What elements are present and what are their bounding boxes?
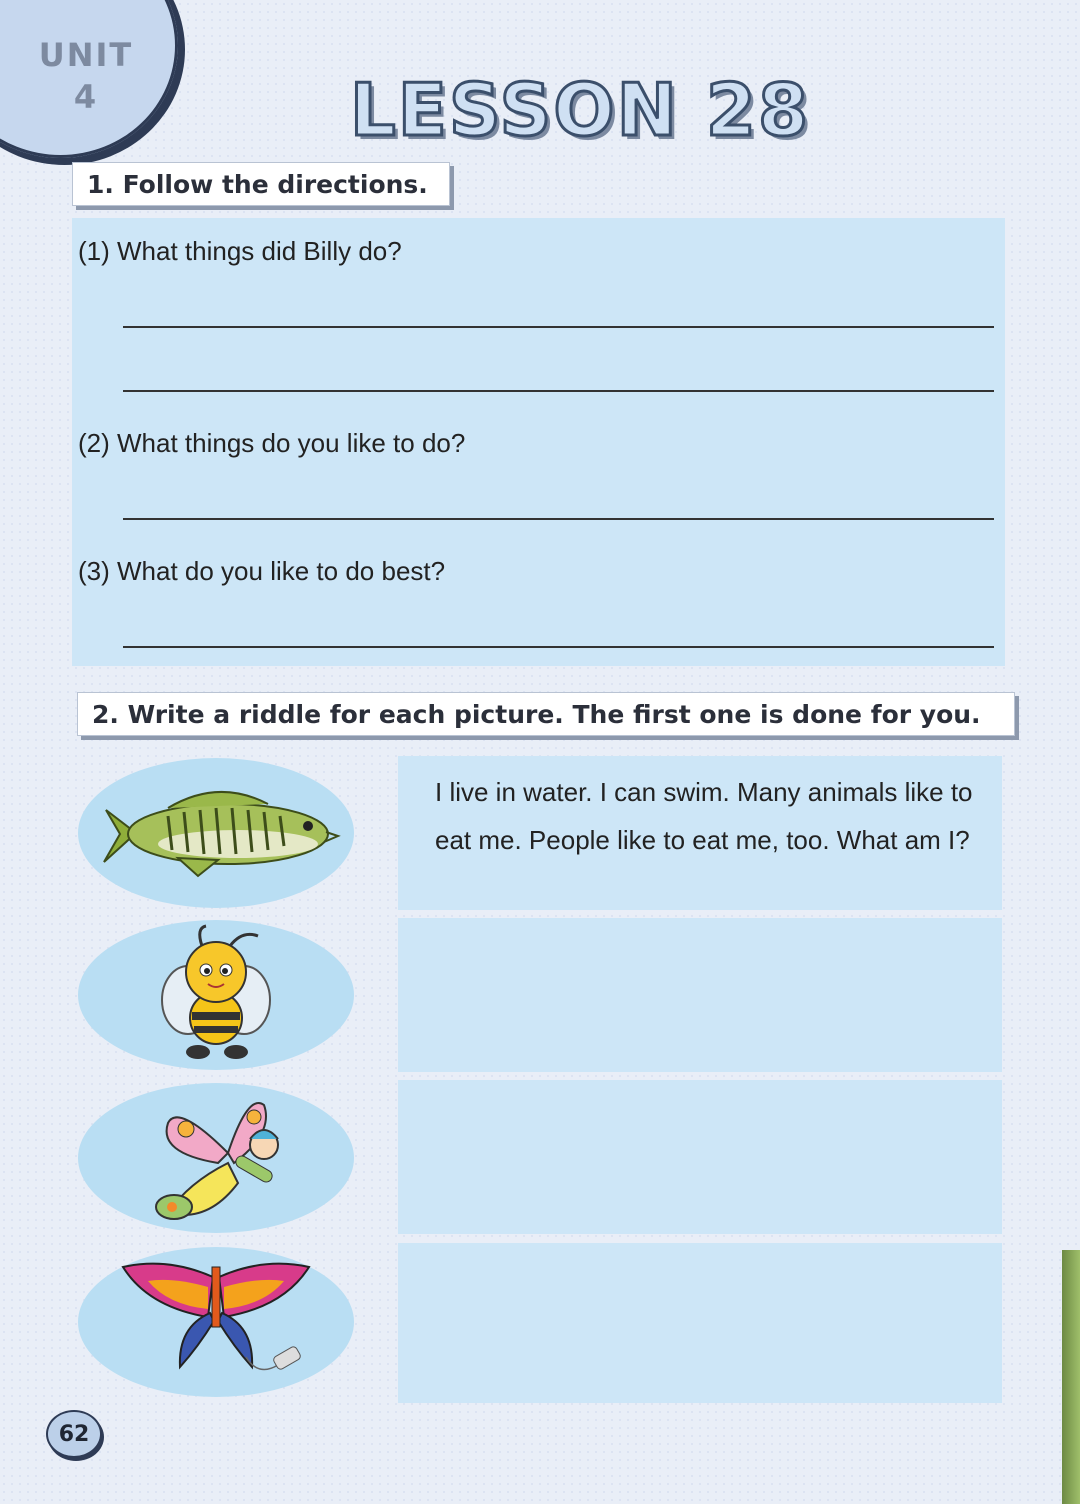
riddle-box: [398, 756, 1002, 910]
riddle-box[interactable]: [398, 1080, 1002, 1234]
section1-panel: [72, 218, 1005, 666]
riddle-box[interactable]: [398, 1243, 1002, 1403]
fish-icon: [78, 758, 354, 908]
picture-oval: [78, 1247, 354, 1397]
page-edge-decoration: [1062, 1250, 1080, 1504]
picture-oval: [78, 758, 354, 908]
picture-oval: [78, 1083, 354, 1233]
section2-header: 2. Write a riddle for each picture. The first one is done for you.: [77, 692, 1015, 736]
riddle-example-text: I live in water. I can swim. Many animals like to eat me. People like to eat me, too. What am I?: [435, 777, 973, 855]
unit-number: 4: [73, 78, 99, 116]
butterfly-fairy-icon: [78, 1083, 354, 1233]
answer-line[interactable]: [123, 646, 994, 648]
answer-line[interactable]: [123, 326, 994, 328]
question-1: (1) What things did Billy do?: [78, 236, 402, 266]
butterfly-kite-icon: [78, 1247, 354, 1397]
page-number: 62: [46, 1410, 102, 1458]
answer-line[interactable]: [123, 518, 994, 520]
picture-oval: [78, 920, 354, 1070]
lesson-title: LESSON 28: [349, 68, 811, 152]
bee-icon: [78, 920, 354, 1070]
question-2: (2) What things do you like to do?: [78, 428, 466, 458]
answer-line[interactable]: [123, 390, 994, 392]
section1-header: 1. Follow the directions.: [72, 162, 450, 206]
unit-word: UNIT: [38, 36, 134, 74]
question-3: (3) What do you like to do best?: [78, 556, 446, 586]
riddle-box[interactable]: [398, 918, 1002, 1072]
